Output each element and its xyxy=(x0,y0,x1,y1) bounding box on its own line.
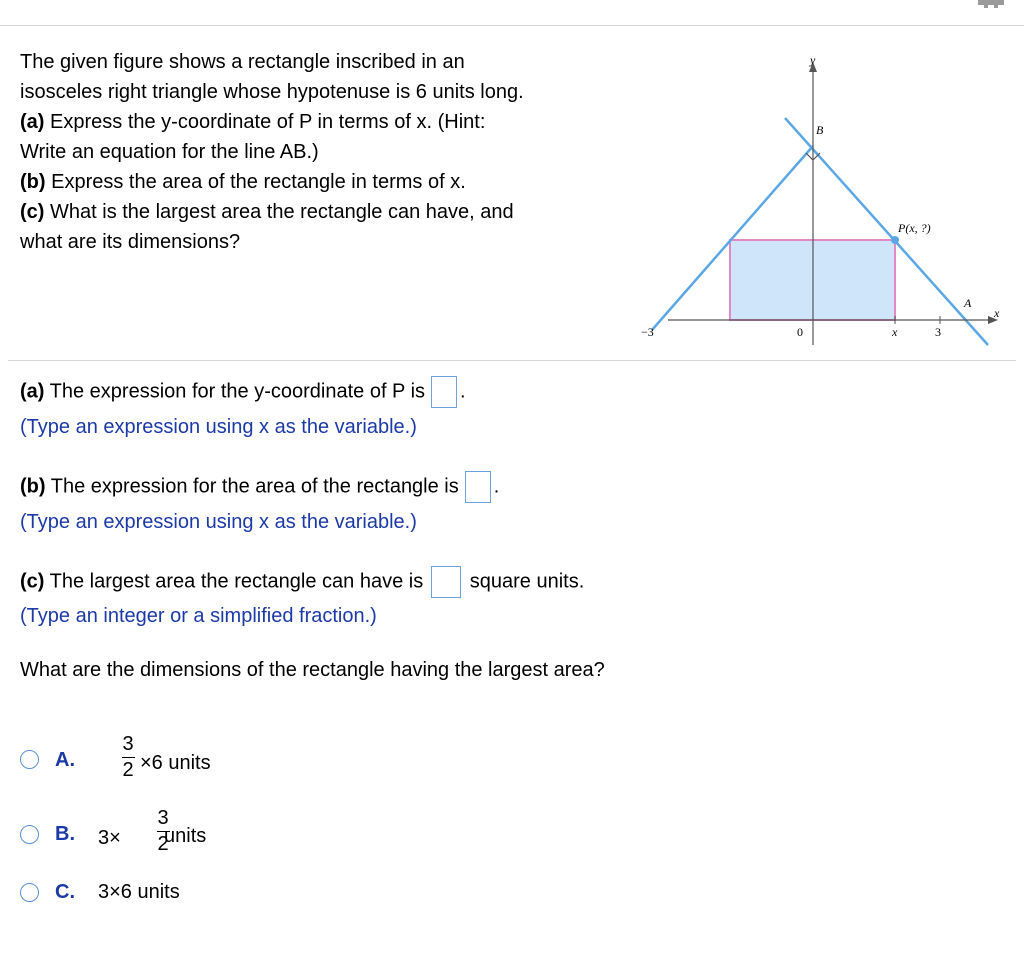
settings-icon[interactable] xyxy=(978,0,1004,8)
option-c-letter: C. xyxy=(55,881,75,903)
problem-part-c-2: what are its dimensions? xyxy=(20,231,241,253)
problem-part-b: (b) Express the area of the rectangle in terms of x. xyxy=(20,171,466,193)
problem-part-a-hint: Write an equation for the line AB.) xyxy=(20,141,319,163)
option-b-prefix: 3× xyxy=(98,827,121,849)
option-a-text: ×6 units xyxy=(140,752,211,774)
option-a-letter: A. xyxy=(55,749,75,771)
label-x-axis: x xyxy=(994,306,1000,320)
problem-line-2: isosceles right triangle whose hypotenuse is 6 units long. xyxy=(20,81,524,103)
section-divider xyxy=(8,360,1016,361)
answer-c-line: (c) The largest area the rectangle can have is square units. xyxy=(20,566,584,598)
tick-label-0: 0 xyxy=(797,325,803,339)
label-a: A xyxy=(964,296,972,310)
label-p: P(x, ?) xyxy=(898,221,931,235)
answer-c-hint: (Type an integer or a simplified fraction.) xyxy=(20,605,377,627)
tick-label-3: 3 xyxy=(935,325,941,339)
answer-b-input[interactable] xyxy=(465,471,491,503)
answer-a-input[interactable] xyxy=(431,376,457,408)
option-b-letter: B. xyxy=(55,823,75,845)
label-y: y xyxy=(810,53,816,67)
triangle-figure xyxy=(620,50,1024,350)
answer-a-hint: (Type an expression using x as the variable.) xyxy=(20,416,417,438)
problem-part-a: (a) Express the y-coordinate of P in terms of x. (Hint: xyxy=(20,111,486,133)
dimensions-question: What are the dimensions of the rectangle having the largest area? xyxy=(20,659,605,681)
option-c-radio[interactable] xyxy=(20,883,39,902)
problem-part-c: (c) What is the largest area the rectangle can have, and xyxy=(20,201,514,223)
tick-label-x: x xyxy=(892,325,898,339)
answer-b-line: (b) The expression for the area of the rectangle is . xyxy=(20,471,499,503)
problem-statement xyxy=(20,47,640,257)
option-c-text: 3×6 units xyxy=(98,881,180,903)
answer-c-input[interactable] xyxy=(431,566,461,598)
option-b-radio[interactable] xyxy=(20,825,39,844)
tick-label-neg3: −3 xyxy=(641,325,654,339)
answer-a-line: (a) The expression for the y-coordinate of P is . xyxy=(20,376,466,408)
problem-line-1: The given figure shows a rectangle inscribed in an xyxy=(20,51,465,73)
option-a-radio[interactable] xyxy=(20,750,39,769)
answer-b-hint: (Type an expression using x as the variable.) xyxy=(20,511,417,533)
top-separator xyxy=(0,25,1024,26)
label-b: B xyxy=(816,123,824,137)
option-b-text: units xyxy=(164,825,207,847)
point-p xyxy=(891,236,899,244)
